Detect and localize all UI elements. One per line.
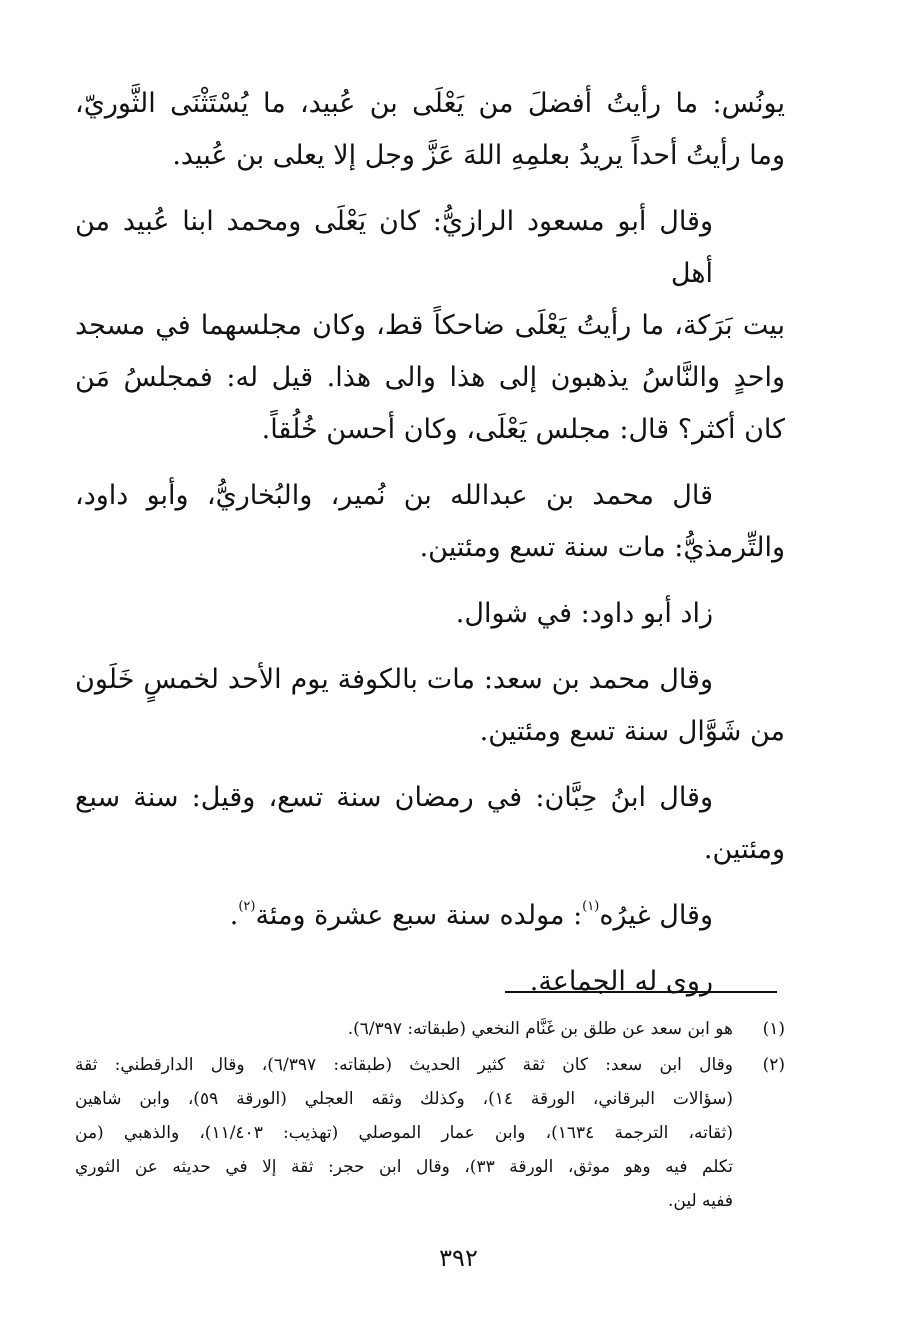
text-line: وقال أبو مسعود الرازيُّ: كان يَعْلَى ومحمد ابنا عُبيد من أهل [75, 206, 713, 289]
page-number: ٣٩٢ [439, 1244, 478, 1272]
footnote-1 [75, 1012, 785, 1046]
paragraph-birth-date [75, 890, 785, 942]
footnote-text [75, 1048, 733, 1218]
text-line: كان أكثر؟ قال: مجلس يَعْلَى، وكان أحسن خُلُقاً. [261, 414, 785, 445]
paragraph-yunus [75, 78, 785, 182]
footnote-line: (سؤالات البرقاني، الورقة ١٤)، وكذلك وثقه العجلي (الورقة ٥٩)، وابن شاهين [75, 1089, 733, 1109]
text-line: قال محمد بن عبدالله بن نُمير، والبُخاريُّ، وأبو داود، [75, 480, 713, 511]
footnotes [75, 1012, 785, 1220]
footnote-2 [75, 1048, 785, 1218]
footnote-number: (١) [762, 1019, 785, 1039]
main-text [75, 78, 785, 1022]
paragraph-narration [75, 956, 785, 1008]
footnote-text [75, 1012, 733, 1046]
text-line: زاد أبو داود: في شوال. [455, 598, 713, 629]
text-line: من شَوَّال سنة تسع ومئتين. [479, 716, 785, 747]
footnote-line: تكلم فيه وهو موثق، الورقة ٣٣)، وقال ابن حجر: ثقة إلا في حديثه عن الثوري [75, 1157, 733, 1177]
text-line: ومئتين. [703, 834, 785, 865]
footnote-line: هو ابن سعد عن طلق بن غَنَّام النخعي (طبقاته: ٦/٣٩٧). [347, 1019, 733, 1039]
paragraph-ibn-saad [75, 654, 785, 758]
text-segment: . [229, 900, 239, 931]
footnote-divider [505, 991, 777, 993]
footnote-line: وقال ابن سعد: كان ثقة كثير الحديث (طبقاته: ٦/٣٩٧)، وقال الدارقطني: ثقة [75, 1055, 733, 1075]
footnote-ref-2[interactable]: (٢) [238, 899, 256, 914]
text-segment: : مولده سنة سبع عشرة ومئة [255, 900, 583, 931]
text-line: روى له الجماعة. [529, 966, 713, 997]
text-line: يونُس: ما رأيتُ أفضلَ من يَعْلَى بن عُبيد، ما يُسْتَثْنَى الثَّوريّ، [75, 88, 785, 119]
text-line: وقال محمد بن سعد: مات بالكوفة يوم الأحد لخمسٍ خَلَون [75, 664, 713, 695]
text-line: وقال ابنُ حِبَّان: في رمضان سنة تسع، وقيل: سنة سبع [75, 782, 713, 813]
footnote-number: (٢) [762, 1055, 785, 1075]
paragraph-death-date [75, 470, 785, 574]
paragraph-abu-dawud [75, 588, 785, 640]
footnote-ref-1[interactable]: (١) [582, 899, 600, 914]
text-line: واحدٍ والنَّاسُ يذهبون إلى هذا والى هذا. قيل له: فمجلسُ مَن [75, 362, 785, 393]
paragraph-abu-masud [75, 196, 785, 456]
text-line: والتِّرمذيُّ: مات سنة تسع ومئتين. [419, 532, 785, 563]
paragraph-ibn-hibban [75, 772, 785, 876]
text-segment: وقال غيرُه [599, 900, 713, 931]
text-line: وما رأيتُ أحداً يريدُ بعلمِهِ اللهَ عَزَّ وجل إلا يعلى بن عُبيد. [172, 140, 785, 171]
text-line: بيت بَرَكة، ما رأيتُ يَعْلَى ضاحكاً قط، وكان مجلسهما في مسجد [75, 310, 785, 341]
footnote-line: ففيه لين. [667, 1191, 733, 1211]
footnote-line: (ثقاته، الترجمة ١٦٣٤)، وابن عمار الموصلي (تهذيب: ١١/٤٠٣)، والذهبي (من [75, 1123, 733, 1143]
text-line [75, 890, 785, 942]
